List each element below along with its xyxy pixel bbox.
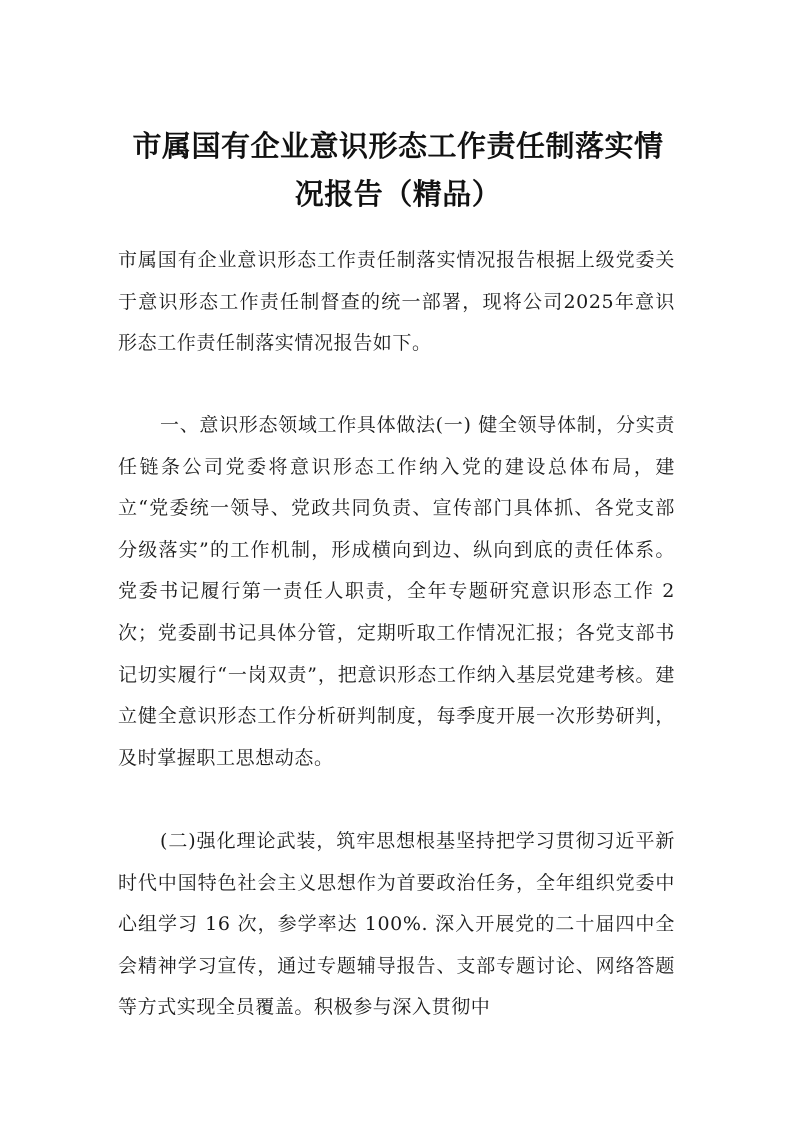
intro-paragraph: 市属国有企业意识形态工作责任制落实情况报告根据上级党委关于意识形态工作责任制督查的统一部署，现将公司2025年意识形态工作责任制落实情况报告如下。: [118, 249, 675, 355]
section-two-paragraph: (二)强化理论武装，筑牢思想根基坚持把学习贯彻习近平新时代中国特色社会主义思想作为首要政治任务，全年组织党委中心组学习 16 次，参学率达 100%. 深入开展党的二十届四中全会精神学习宣传，通过专题辅导报告、支部专题讨论、网络答题等方式实现全员覆盖。积极参与深入贯彻中: [118, 830, 675, 1019]
document-title: 市属国有企业意识形态工作责任制落实情况报告（精品）: [132, 129, 664, 211]
section-one-paragraph: 一、意识形态领域工作具体做法(一) 健全领导体制，分实责任链条公司党委将意识形态工作纳入党的建设总体布局，建立“党委统一领导、党政共同负责、宣传部门具体抓、各党支部分级落实”的工作机制，形成横向到边、纵向到底的责任体系。党委书记履行第一责任人职责，全年专题研究意识形态工作 2 次；党委副书记具体分管，定期听取工作情况汇报；各党支部书记切实履行“一岗双责”，把意识形态工作纳入基层党建考核。建立健全意识形态工作分析研判制度，每季度开展一次形势研判，及时掌握职工思想动态。: [118, 414, 675, 769]
